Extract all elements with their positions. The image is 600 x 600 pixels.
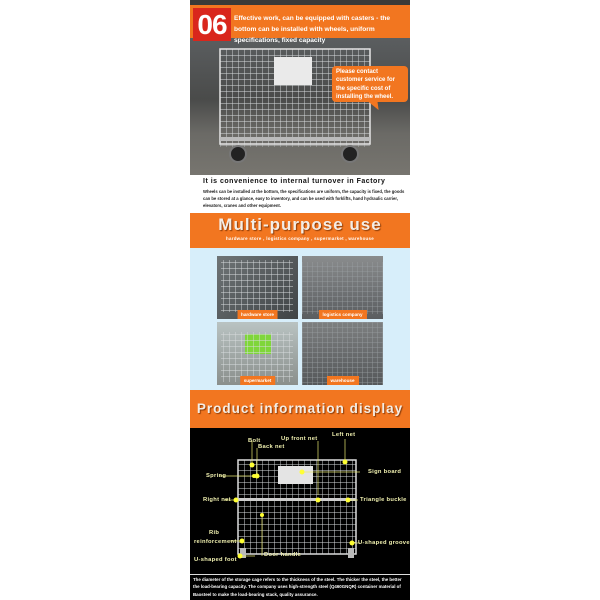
footer-note-section [190,568,410,600]
product-info-title: Product information display [196,401,404,416]
convenience-title: It is convenience to internal turnover in Factory [203,178,386,185]
use-case-tile-logistics-company [302,256,383,319]
label-back-net: Back net [258,444,285,450]
wheel-cost-callout: Please contact customer service for the specific cost of installing the wheel. [332,66,408,102]
feature-number: 06 [193,8,231,41]
feature-headline: Effective work, can be equipped with casters - the bottom can be installed with wheels, uniform specifications, fixed capacity [234,15,391,44]
label-bolt: Bolt [248,438,261,444]
convenience-section [190,175,410,213]
tile-label: warehouse [327,376,359,385]
label-sign-board: Sign board [368,469,402,475]
multi-purpose-banner [190,213,410,248]
steel-quality-note: The diameter of the storage cage refers to the thickness of the steel. The thicker the steel, the better the load-bearing capacity. The company uses high-strength steel (Q460GNQR) container material of Baosteel to make the load-bearing stack, quality assurance. [190,574,410,598]
label-up-front-net: Up front net [281,436,318,442]
feature-section [190,0,410,175]
product-info-banner [190,390,410,428]
label-reinforcement: reinforcement [194,539,237,545]
label-right-net: Right net [203,497,231,503]
multi-purpose-subtitle: hardware store , logistics company , supermarket , warehouse [225,236,375,241]
tile-label: logistics company [318,310,366,319]
label-u-shaped-groove: U-shaped groove [358,540,410,546]
label-left-net: Left net [332,432,356,438]
label-spring: Spring [206,473,227,479]
use-case-tile-hardware-store [217,256,298,319]
feature-header-bar [190,5,410,44]
use-case-tile-warehouse [302,322,383,385]
label-triangle-buckle: Triangle buckle [360,497,407,503]
label-rib: Rib [209,530,220,536]
tile-label: hardware store [237,310,278,319]
use-case-tile-supermarket [217,322,298,385]
multi-purpose-title: Multi-purpose use [218,215,382,234]
tile-label: supermarket [240,376,276,385]
convenience-body: Wheels can be installed at the bottom, the specifications are uniform, the capacity is fixed, the goods can be stored at a glance, easy to inventory, and can be used with forklifts, hand hydraulic carrier, elevators, cranes and other equipment. [203,189,405,208]
use-case-gallery [190,248,410,390]
label-door-handle: Door handle [264,552,302,558]
label-u-shaped-foot: U-shaped foot [194,557,237,563]
product-diagram [190,428,410,568]
cage-with-casters-photo [190,37,410,175]
